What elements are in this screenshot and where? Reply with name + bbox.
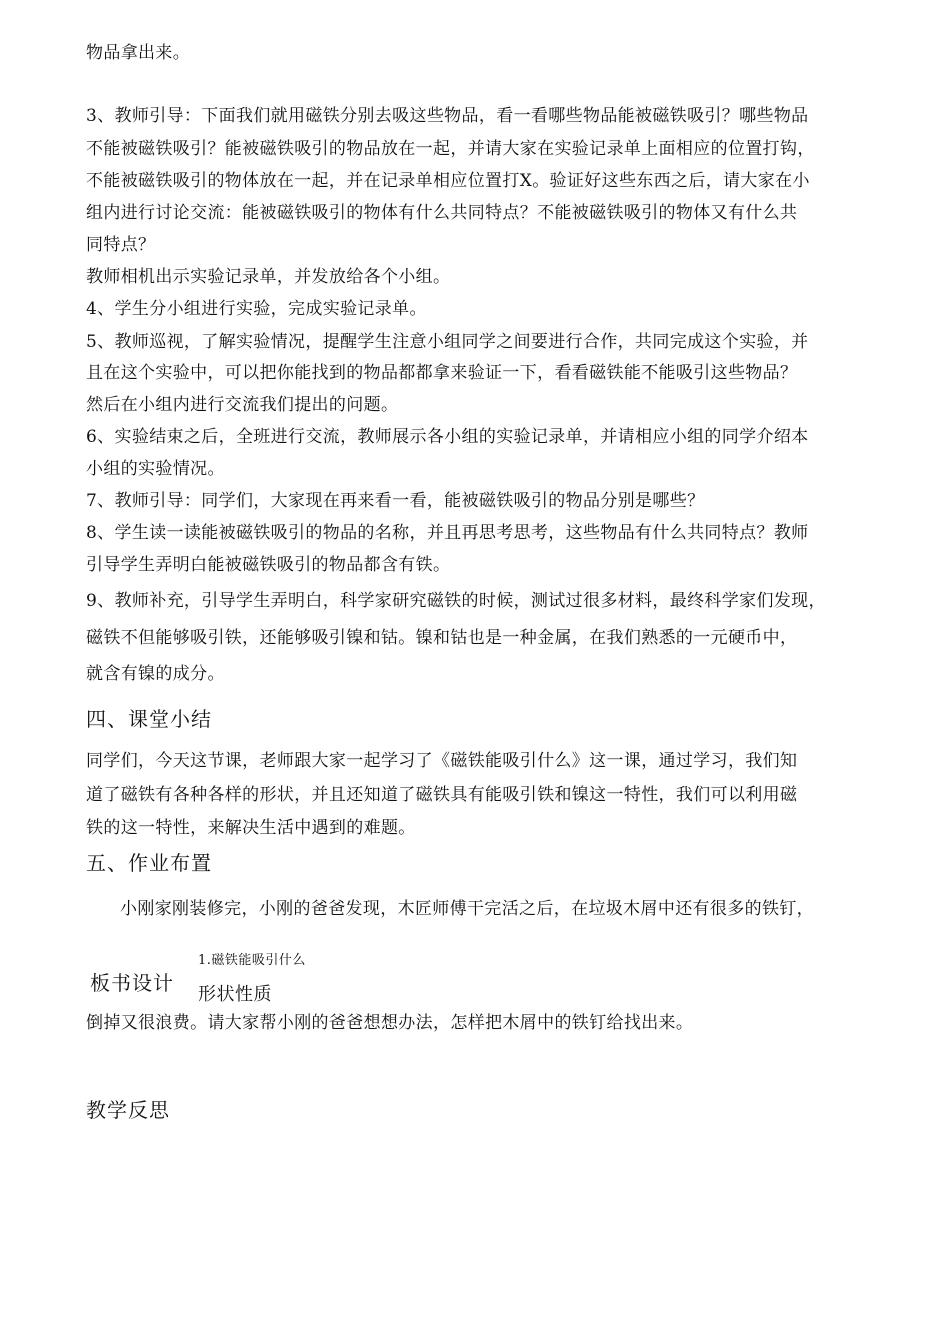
body-line: 铁的这一特性，来解决生活中遇到的难题。	[86, 818, 416, 838]
body-line: 不能被磁铁吸引？能被磁铁吸引的物品放在一起，并请大家在实验记录单上面相应的位置打钩，	[86, 139, 815, 159]
section-heading-reflection: 教学反思	[86, 1098, 170, 1122]
body-line: 6、实验结束之后，全班进行交流，教师展示各小组的实验记录单，并请相应小组的同学介绍本	[86, 427, 809, 447]
body-line: 5、教师巡视，了解实验情况，提醒学生注意小组同学之间要进行合作，共同完成这个实验，并	[86, 332, 809, 352]
section-heading-homework: 五、作业布置	[86, 851, 212, 875]
body-line: 同学们，今天这节课，老师跟大家一起学习了《磁铁能吸引什么》这一课，通过学习，我们知	[86, 751, 798, 771]
body-line: 倒掉又很浪费。请大家帮小刚的爸爸想想办法，怎样把木屑中的铁钉给找出来。	[86, 1013, 694, 1033]
body-line: 磁铁不但能够吸引铁，还能够吸引镍和钴。镍和钴也是一种金属，在我们熟悉的一元硬币中，	[86, 628, 798, 648]
body-line: 小组的实验情况。	[86, 459, 225, 479]
section-heading-summary: 四、课堂小结	[86, 707, 212, 731]
body-line: 小刚家刚装修完，小刚的爸爸发现，木匠师傅干完活之后，在垃圾木屑中还有很多的铁钉，	[120, 899, 814, 919]
body-line: 4、学生分小组进行实验，完成实验记录单。	[86, 299, 427, 319]
body-line: 教师相机出示实验记录单，并发放给各个小组。	[86, 267, 451, 287]
body-line: 3、教师引导：下面我们就用磁铁分别去吸这些物品，看一看哪些物品能被磁铁吸引？哪些物品	[86, 106, 809, 126]
body-line: 引导学生弄明白能被磁铁吸引的物品都含有铁。	[86, 555, 451, 575]
body-line: 物品拿出来。	[86, 43, 191, 63]
board-design-title: 1.磁铁能吸引什么	[198, 953, 306, 968]
body-line: 不能被磁铁吸引的物体放在一起，并在记录单相应位置打X。验证好这些东西之后，请大家在小	[86, 171, 810, 191]
body-line: 同特点？	[86, 235, 156, 255]
body-line: 且在这个实验中，可以把你能找到的物品都都拿来验证一下，看看磁铁能不能吸引这些物品？	[86, 363, 798, 383]
body-line: 组内进行讨论交流：能被磁铁吸引的物体有什么共同特点？不能被磁铁吸引的物体又有什么共	[86, 203, 798, 223]
body-line: 道了磁铁有各种各样的形状，并且还知道了磁铁具有能吸引铁和镍这一特性，我们可以利用磁	[86, 785, 798, 805]
body-line: 就含有镍的成分。	[86, 664, 225, 684]
body-line: 9、教师补充，引导学生弄明白，科学家研究磁铁的时候，测试过很多材料，最终科学家们发现，	[86, 591, 826, 611]
body-line: 8、学生读一读能被磁铁吸引的物品的名称，并且再思考思考，这些物品有什么共同特点？教师	[86, 523, 809, 543]
board-design-subtitle: 形状性质	[198, 984, 272, 1005]
body-line: 然后在小组内进行交流我们提出的问题。	[86, 395, 399, 415]
body-line: 7、教师引导：同学们，大家现在再来看一看，能被磁铁吸引的物品分别是哪些？	[86, 491, 705, 511]
board-design-label: 板书设计	[90, 971, 174, 995]
